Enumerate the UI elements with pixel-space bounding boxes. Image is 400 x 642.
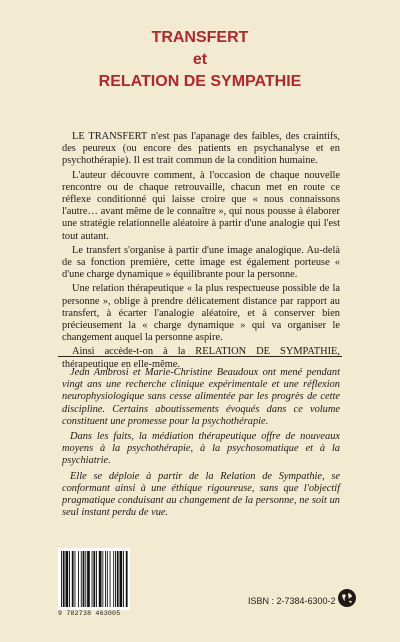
barcode-bar — [87, 551, 90, 607]
barcode-bar — [93, 551, 95, 607]
authors-paragraph: Elle se déploie à partir de la Relation de Sympathie, se conformant ainsi à une éthique rigoureuse, sans que l'objectif pragmatique conduisant au changement de la personne, ne soit un seul instant perdu de vue. — [62, 470, 340, 519]
summary-paragraph: LE TRANSFERT n'est pas l'apanage des faibles, des craintifs, des peureux (ou encore des patients en psychanalyse et en psychothérapie). Il est trait commun de la condition humaine. — [62, 131, 340, 167]
barcode-bar — [110, 551, 111, 607]
barcode-bar — [83, 551, 85, 607]
barcode-bar — [123, 551, 124, 607]
barcode-bar — [75, 551, 76, 607]
barcode-bar — [85, 551, 86, 607]
barcode-bar — [92, 551, 93, 607]
authors-paragraph: Jean Ambrosi et Marie-Christine Beaudoux ont mené pendant vingt ans une recherche clinique expérimentale et une réflexion neurophysiologique sans cesse alimentée par les progrès de cette discipline. Certains aboutissements évoqués dans ce volume constituent une promesse pour la psychothérapie. — [62, 367, 340, 427]
summary-paragraph: Une relation thérapeutique « la plus respectueuse possible de la personne », oblige à prendre délicatement distance par rapport au transfert, à écarter l'analogie aléatoire, et à conserver bien précieusement la « charge dynamique » qui va organiser le changement auquel la personne aspire. — [62, 283, 340, 344]
barcode-bar — [99, 551, 102, 607]
barcode-bar — [69, 551, 70, 607]
barcode-bar — [126, 551, 128, 607]
globe-icon — [337, 588, 357, 608]
title-line-3: RELATION DE SYMPATHIE — [98, 73, 302, 90]
isbn-label: ISBN : 2-7384-6300-2 — [248, 596, 336, 606]
barcode-bar — [72, 551, 74, 607]
authors-text — [62, 367, 340, 522]
summary-paragraph: L'auteur découvre comment, à l'occasion de chaque nouvelle rencontre ou de chaque retrouvaille, chacun met en route ce réflexe conditionné qui laisse croire que « nous connaissons l'autre… avant même de le connaître », qui nous pousse à élaborer une stratégie relationnelle aléatoire à partir d'une analogie qui l'est tout autant. — [62, 169, 340, 242]
title-line-2: et — [192, 51, 208, 68]
title-line-1: TRANSFERT — [151, 29, 249, 46]
barcode-bar — [61, 551, 62, 607]
authors-paragraph: Dans les faits, la médiation thérapeutique offre de nouveaux moyens à la psychothérapie, à la psychosomatique et à la psychiatrie. — [62, 431, 340, 467]
barcode-bar — [120, 551, 123, 607]
barcode — [58, 548, 130, 610]
barcode-bar — [78, 551, 79, 607]
barcode-bar — [96, 551, 97, 607]
summary-paragraph: Ainsi accède-t-on à la RELATION DE SYMPATHIE, thérapeutique en elle-même. — [62, 346, 340, 370]
barcode-bar — [117, 551, 119, 607]
summary-text — [62, 131, 340, 373]
barcode-bar — [113, 551, 114, 607]
barcode-bar — [63, 551, 65, 607]
barcode-bar — [107, 551, 108, 607]
barcode-bar — [102, 551, 103, 607]
barcode-bar — [66, 551, 69, 607]
barcode-bar — [115, 551, 116, 607]
summary-paragraph: Le transfert s'organise à partir d'une image analogique. Au-delà de sa fonction première, cette image est également porteuse « d'une charge dynamique » équilibrante pour la personne. — [62, 244, 340, 281]
barcode-bar — [105, 551, 106, 607]
barcode-number: 9 782738 463005 — [58, 610, 121, 617]
barcode-bar — [81, 551, 82, 607]
section-divider — [58, 356, 342, 357]
